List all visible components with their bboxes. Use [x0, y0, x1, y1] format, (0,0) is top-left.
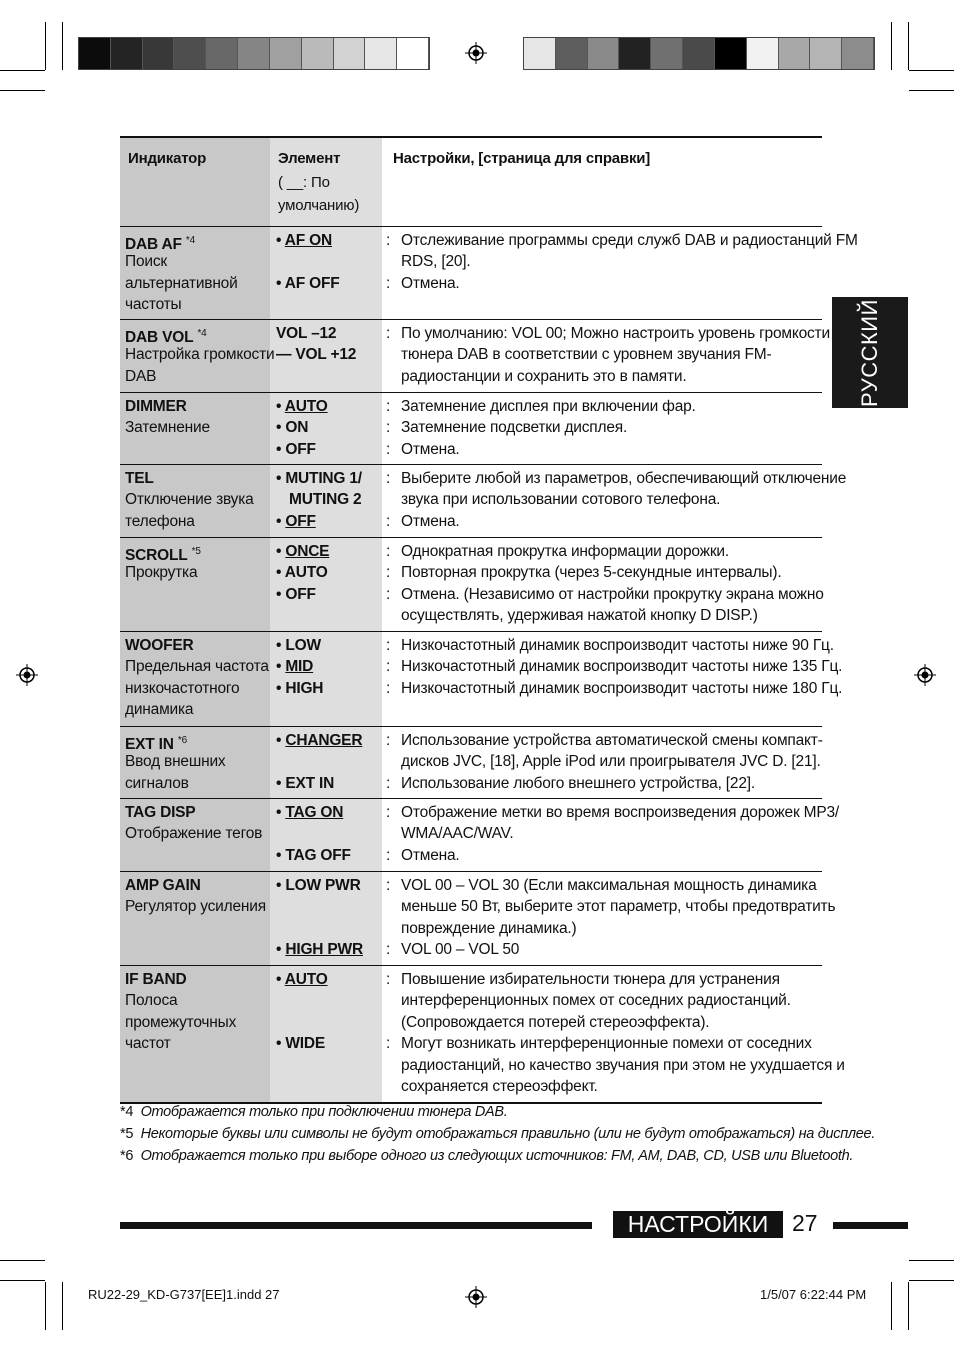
option-value: AF ON — [284, 232, 332, 249]
option-note: Однократная прокрутка информации дорожки. — [401, 543, 729, 560]
crop-mark — [62, 22, 63, 70]
table-row: EXT IN $^{*6}$ Ввод внешних сигналов • CHANGER • EXT IN : Использование устройства автоматической смены компакт- дисков JVC, [18], Apple iPod или проигрывателя JVC D. [21]. : Использование любого внешнего устройства, [22]. — [120, 727, 822, 799]
indicator-desc: Поиск — [125, 253, 167, 270]
crop-mark — [891, 22, 892, 70]
table-row: TAG DISP Отображение тегов • TAG ON • TAG OFF : Отображение метки во время воспроизведения дорожек MP3/ WMA/AAC/WAV. : Отмена. — [120, 799, 822, 872]
indicator-desc: Полоса — [125, 992, 178, 1009]
option-value: EXT IN — [285, 775, 335, 792]
table-row: TEL Отключение звука телефона • MUTING 1/ MUTING 2 • OFF : Выберите любой из параметров, обеспечивающий отключение звука при использовании сотового телефона. : Отмена. — [120, 465, 822, 538]
color-calibration-bar-right — [523, 37, 875, 70]
footnote — [120, 1148, 853, 1164]
color-swatch — [588, 38, 620, 69]
indicator-desc: Регулятор усиления — [125, 898, 266, 915]
section-label: НАСТРОЙКИ — [613, 1211, 783, 1238]
table-row: SCROLL $^{*5}$ Прокрутка • ONCE • AUTO • OFF : Однократная прокрутка информации дорожки. : Повторная прокрутка (через 5-секундные интервалы). : Отмена. (Независимо от настройки прокрутку экрана можно осуществлять, удерживая нажатой кнопку D DISP.) — [120, 538, 822, 632]
crop-mark — [908, 1282, 909, 1330]
option-value: CHANGER — [285, 732, 363, 749]
header-indicator: Индикатор — [128, 150, 207, 167]
crop-mark — [45, 22, 46, 70]
footnote-mark: *5 — [191, 546, 201, 557]
footnote-text: Некоторые буквы или символы не будут отображаться правильно (или не будут отображаться) на дисплее. — [140, 1126, 876, 1142]
color-swatch — [842, 38, 874, 69]
indicator-name: DIMMER — [125, 398, 187, 415]
crop-mark — [909, 1260, 954, 1261]
option-note: WMA/AAC/WAV. — [401, 825, 514, 842]
color-swatch — [302, 38, 334, 69]
color-swatch — [365, 38, 397, 69]
color-swatch — [619, 38, 651, 69]
indicator-name: TAG DISP — [125, 804, 196, 821]
page-number: 27 — [792, 1210, 818, 1236]
option-note: Отмена. — [401, 513, 460, 530]
footnote-text: Отображается только при выборе одного из следующих источников: FM, AM, DAB, CD, USB или Bluetooth. — [140, 1148, 854, 1164]
option-value: LOW PWR — [285, 877, 361, 894]
option-value: VOL –12 — [276, 325, 337, 342]
indicator-desc: низкочастотного — [125, 680, 240, 697]
footnote-mark: *4 — [185, 235, 195, 246]
option-note: Отмена. — [401, 275, 460, 292]
table-row: AMP GAIN Регулятор усиления • LOW PWR • HIGH PWR : VOL 00 – VOL 30 (Если максимальная мощность динамика меньше 50 Вт, выберите этот параметр, чтобы предотвратить повреждение динамика.) : VOL 00 – VOL 50 — [120, 872, 822, 966]
slug-file: RU22-29_KD-G737[EE]1.indd 27 — [88, 1287, 280, 1302]
option-value: TAG OFF — [285, 847, 351, 864]
indicator-desc: Предельная частота — [125, 658, 269, 675]
indicator-name: SCROLL — [125, 547, 188, 565]
option-value: ON — [285, 419, 309, 436]
option-note: (Сопровождается потерей стереоэффекта). — [401, 1014, 710, 1031]
option-value: OFF — [285, 441, 316, 458]
table-row: IF BAND Полоса промежуточных частот • AUTO • WIDE : Повышение избирательности тюнера для устранения интерференционных помех от соседних радиостанций. (Сопровождается потерей стереоэффекта). : Могут возникать интерференционные помехи от соседних радиостанций, но качество звучания при этом не ухудшается и сохраняется стереоэффект. — [120, 966, 822, 1104]
indicator-name: DAB AF — [125, 236, 182, 254]
color-swatch — [779, 38, 811, 69]
option-value: AUTO — [284, 564, 328, 581]
option-note: радиостанции и сохранить это в памяти. — [401, 368, 687, 385]
option-note: Могут возникать интерференционные помехи от соседних — [401, 1035, 812, 1052]
crop-mark — [0, 90, 45, 91]
option-note: Выберите любой из параметров, обеспечивающий отключение — [401, 470, 847, 487]
indicator-desc: Отключение звука — [125, 491, 254, 508]
option-note: VOL 00 – VOL 50 — [401, 941, 520, 958]
indicator-desc: Прокрутка — [125, 564, 198, 581]
option-value: — VOL +12 — [276, 346, 357, 363]
color-swatch — [556, 38, 588, 69]
option-note: звука при использовании сотового телефона. — [401, 491, 721, 508]
option-value: HIGH — [285, 680, 324, 697]
footnote — [120, 1104, 508, 1120]
crop-mark — [45, 1282, 46, 1330]
option-value: AUTO — [284, 398, 328, 415]
color-swatch — [810, 38, 842, 69]
header-element: Элемент — [278, 150, 341, 167]
option-value: WIDE — [285, 1035, 326, 1052]
option-note: Затемнение подсветки дисплея. — [401, 419, 628, 436]
option-note: тюнера DAB в соответствии с уровнем звучания FM- — [401, 346, 772, 363]
option-value: HIGH PWR — [285, 941, 363, 958]
table-row: WOOFER Предельная частота низкочастотного динамика • LOW • MID • HIGH : Низкочастотный динамик воспроизводит частоты ниже 90 Гц. : Низкочастотный динамик воспроизводит частоты ниже 135 Гц. : Низкочастотный динамик воспроизводит частоты ниже 180 Гц. — [120, 632, 822, 727]
section-rule — [120, 1222, 592, 1229]
option-value: OFF — [285, 586, 316, 603]
crop-mark — [909, 70, 954, 71]
option-note: Повторная прокрутка (через 5-секундные интервалы). — [401, 564, 782, 581]
color-swatch — [715, 38, 747, 69]
crop-mark — [909, 90, 954, 91]
crop-mark — [0, 1260, 45, 1261]
indicator-name: EXT IN — [125, 736, 174, 754]
table-header — [120, 138, 822, 227]
color-calibration-bar-left — [78, 37, 430, 70]
indicator-desc: частоты — [125, 296, 182, 313]
indicator-desc: альтернативной — [125, 275, 238, 292]
registration-mark-icon — [465, 1286, 487, 1308]
language-tab — [832, 297, 908, 408]
header-element-note: ( __: По — [278, 174, 330, 191]
indicator-name: TEL — [125, 470, 154, 487]
option-value: ONCE — [285, 543, 330, 560]
indicator-desc: Затемнение — [125, 419, 210, 436]
crop-mark — [0, 1280, 45, 1281]
indicator-name: DAB VOL — [125, 329, 194, 347]
indicator-desc: Настройка громкости — [125, 346, 275, 363]
option-note: Отмена. — [401, 847, 460, 864]
crop-mark — [909, 1280, 954, 1281]
table-row: DAB AF $^{*4}$ Поиск альтернативной частоты • AF ON • AF OFF : Отслеживание программы среди служб DAB и радиостанций FM RDS, [20]. : Отмена. — [120, 227, 822, 320]
footnote-mark: *4 — [197, 328, 207, 339]
indicator-desc: частот — [125, 1035, 171, 1052]
color-swatch — [651, 38, 683, 69]
option-value: OFF — [285, 513, 316, 530]
option-note: Отмена. — [401, 441, 460, 458]
settings-table — [120, 136, 858, 1104]
color-swatch — [174, 38, 206, 69]
language-tab-label: РУССКИЙ — [857, 298, 882, 407]
option-note: интерференционных помех от соседних радиостанций. — [401, 992, 791, 1009]
option-note: Повышение избирательности тюнера для устранения — [401, 971, 780, 988]
footnote — [120, 1126, 875, 1142]
option-value: AF OFF — [284, 275, 340, 292]
color-swatch — [683, 38, 715, 69]
indicator-desc: телефона — [125, 513, 195, 530]
option-note: повреждение динамика.) — [401, 920, 577, 937]
indicator-desc: Отображение тегов — [125, 825, 263, 842]
option-note: Отслеживание программы среди служб DAB и радиостанций FM — [401, 232, 858, 249]
option-note: Низкочастотный динамик воспроизводит частоты ниже 90 Гц. — [401, 637, 834, 654]
option-value: MID — [285, 658, 314, 675]
slug-date: 1/5/07 6:22:44 PM — [760, 1287, 867, 1302]
registration-mark-icon — [465, 42, 487, 64]
footnote-mark: *4 — [120, 1104, 134, 1120]
option-note: сохраняется стереоэффект. — [401, 1078, 598, 1095]
header-element-note: умолчанию) — [278, 197, 360, 214]
color-swatch — [747, 38, 779, 69]
table-row: DIMMER Затемнение • AUTO • ON • OFF : Затемнение дисплея при включении фар. : Затемнение подсветки дисплея. : Отмена. — [120, 393, 822, 465]
registration-mark-icon — [16, 664, 38, 686]
footnote-mark: *6 — [120, 1148, 134, 1164]
crop-mark — [62, 1282, 63, 1330]
crop-mark — [891, 1282, 892, 1330]
section-rule — [833, 1222, 908, 1229]
indicator-name: IF BAND — [125, 971, 187, 988]
indicator-name: AMP GAIN — [125, 877, 201, 894]
option-note: По умолчанию: VOL 00; Можно настроить уровень громкости — [401, 325, 830, 342]
option-note: радиостанций, но качество звучания при этом не ухудшается и — [401, 1057, 845, 1074]
footnote-text: Отображается только при подключении тюнера DAB. — [140, 1104, 508, 1120]
option-note: Низкочастотный динамик воспроизводит частоты ниже 180 Гц. — [401, 680, 843, 697]
table-row: DAB VOL $^{*4}$ Настройка громкости DAB VOL –12 — VOL +12 : По умолчанию: VOL 00; Можно настроить уровень громкости тюнера DAB в соответствии с уровнем звучания FM- радиостанции и сохранить это в памяти. — [120, 320, 822, 393]
indicator-desc: динамика — [125, 701, 194, 718]
option-note: Отмена. (Независимо от настройки прокрутку экрана можно — [401, 586, 824, 603]
option-note: Использование устройства автоматической смены компакт- — [401, 732, 823, 749]
indicator-name: WOOFER — [125, 637, 194, 654]
indicator-desc: Ввод внешних — [125, 753, 226, 770]
indicator-desc: сигналов — [125, 775, 189, 792]
option-note: Низкочастотный динамик воспроизводит частоты ниже 135 Гц. — [401, 658, 843, 675]
option-value: MUTING 1/ — [285, 470, 362, 487]
header-settings: Настройки, [страница для справки] — [393, 150, 651, 167]
color-swatch — [143, 38, 175, 69]
indicator-desc: DAB — [125, 368, 157, 385]
color-swatch — [79, 38, 111, 69]
option-note: VOL 00 – VOL 30 (Если максимальная мощность динамика — [401, 877, 817, 894]
color-swatch — [111, 38, 143, 69]
crop-mark — [908, 22, 909, 70]
color-swatch — [270, 38, 302, 69]
color-swatch — [334, 38, 366, 69]
color-swatch — [206, 38, 238, 69]
option-note: дисков JVC, [18], Apple iPod или проигрывателя JVC D. [21]. — [401, 753, 821, 770]
color-swatch — [397, 38, 429, 69]
crop-mark — [0, 70, 45, 71]
indicator-desc: промежуточных — [125, 1014, 237, 1031]
footnote-mark: *5 — [120, 1126, 134, 1142]
option-value: LOW — [285, 637, 321, 654]
option-note: меньше 50 Вт, выберите этот параметр, чтобы предотвратить — [401, 898, 836, 915]
option-value: TAG ON — [285, 804, 344, 821]
color-swatch — [238, 38, 270, 69]
color-swatch — [524, 38, 556, 69]
option-note: RDS, [20]. — [401, 253, 471, 270]
option-note: осуществлять, удерживая нажатой кнопку D DISP.) — [401, 607, 758, 624]
option-value: AUTO — [284, 971, 328, 988]
option-value: MUTING 2 — [289, 491, 362, 508]
option-note: Использование любого внешнего устройства, [22]. — [401, 775, 755, 792]
registration-mark-icon — [914, 664, 936, 686]
option-note: Отображение метки во время воспроизведения дорожек MP3/ — [401, 804, 840, 821]
footnote-mark: *6 — [177, 735, 187, 746]
option-note: Затемнение дисплея при включении фар. — [401, 398, 696, 415]
